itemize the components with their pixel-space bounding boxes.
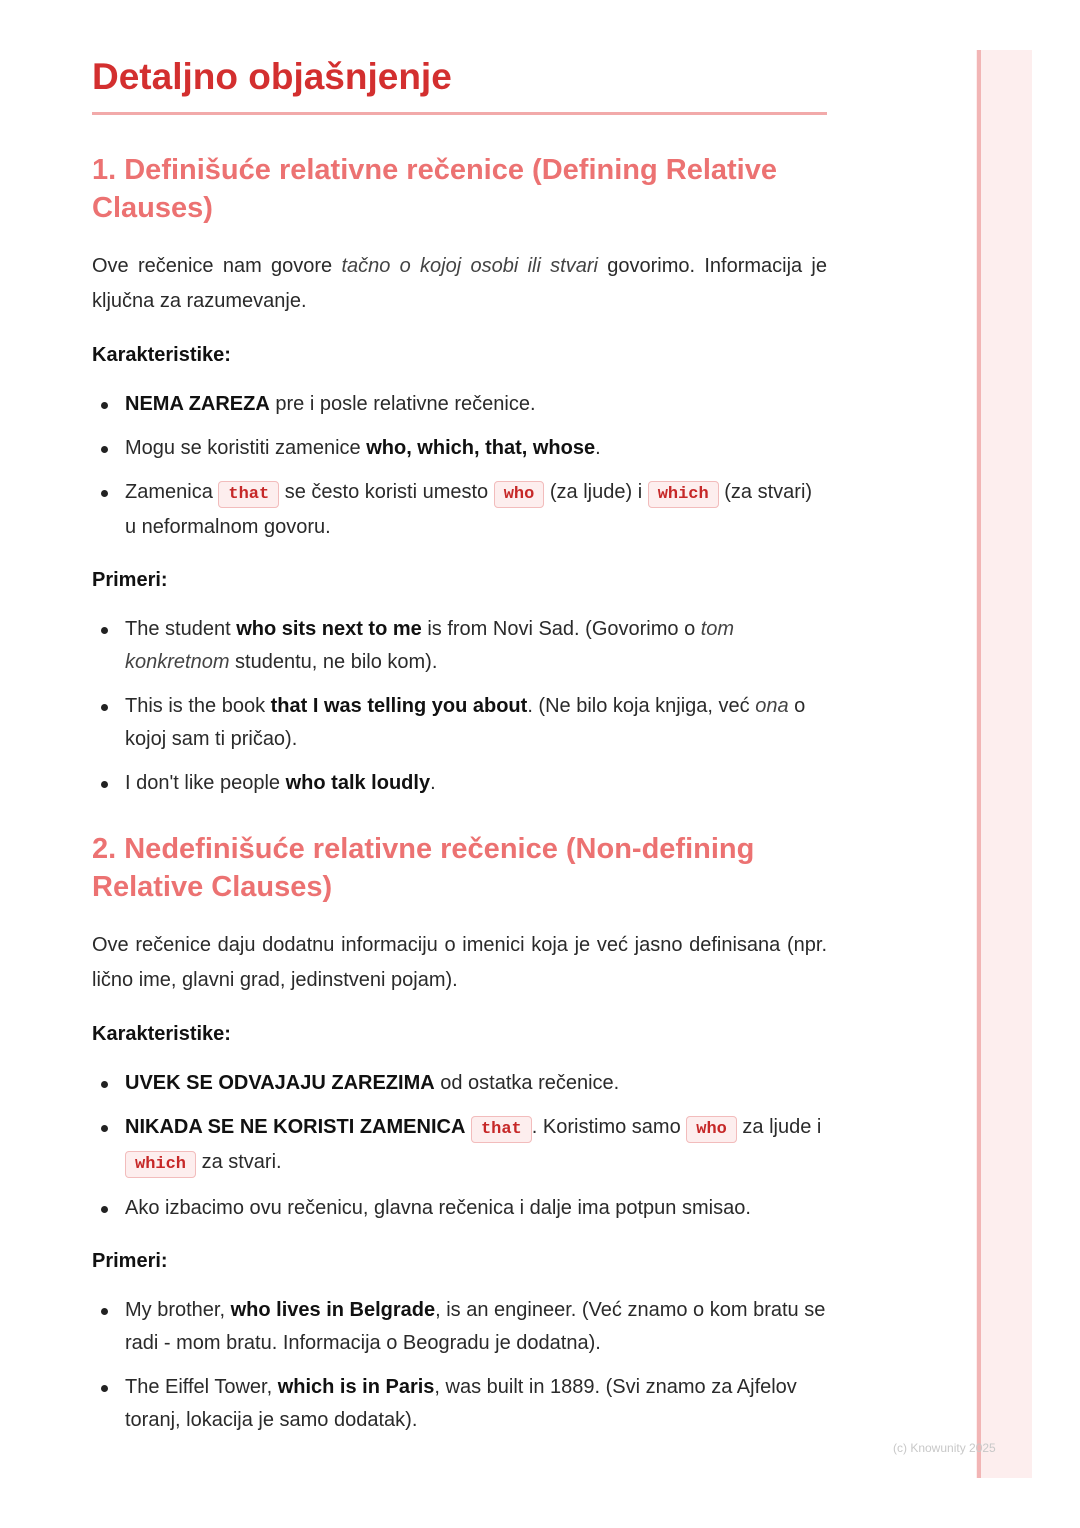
bullet-icon [101,1081,108,1088]
section-2-intro: Ove rečenice daju dodatnu informaciju o imenici koja je već jasno definisana (npr. lično ime, glavni grad, jedinstveni pojam). [92,934,827,991]
list-item: UVEK SE ODVAJAJU ZAREZIMA od ostatka rečenice. [92,1067,827,1100]
list-item: Mogu se koristiti zamenice who, which, that, whose. [92,432,827,465]
list-item: My brother, who lives in Belgrade, is an engineer. (Već znamo o kom bratu se radi - mom bratu. Informacija o Beogradu je dodatna). [92,1294,827,1360]
bullet-icon [101,490,108,497]
list-item: NIKADA SE NE KORISTI ZAMENICA that . Koristimo samo who za ljude i which za stvari. [92,1111,827,1181]
code-that: that [218,481,279,508]
page-title: Detaljno objašnjenje [92,56,827,115]
list-item: NEMA ZAREZA pre i posle relativne rečenice. [92,388,827,421]
section-2-examples-label: Primeri: [92,1250,168,1272]
list-item: The Eiffel Tower, which is in Paris, was built in 1889. (Svi znamo za Ajfelov toranj, lokacija je samo dodatak). [92,1371,827,1437]
code-which: which [648,481,719,508]
side-accent-line [977,50,981,1478]
bullet-icon [101,627,108,634]
section-1-examples-list [92,613,827,800]
section-1-features-label: Karakteristike: [92,344,231,366]
section-2-features-list [92,1067,827,1225]
list-item: The student who sits next to me is from Novi Sad. (Govorimo o tom konkretnom studentu, ne bilo kom). [92,613,827,679]
section-2-heading: 2. Nedefinišuće relativne rečenice (Non-defining Relative Clauses) [92,833,755,903]
code-who: who [494,481,545,508]
bullet-icon [101,1308,108,1315]
code-that: that [471,1116,532,1143]
copyright-watermark: (c) Knowunity 2025 [893,1441,996,1455]
bullet-icon [101,1125,108,1132]
bullet-icon [101,402,108,409]
section-1-features-list [92,388,827,544]
bullet-icon [101,1206,108,1213]
bullet-icon [101,704,108,711]
code-who: who [686,1116,737,1143]
section-2-examples-list [92,1294,827,1437]
list-item: Zamenica that se često koristi umesto who (za ljude) i which (za stvari) u neformalnom govoru. [92,476,827,544]
document-page [92,56,827,1437]
code-which: which [125,1151,196,1178]
bullet-icon [101,446,108,453]
bullet-icon [101,1385,108,1392]
bullet-icon [101,781,108,788]
side-panel [976,50,1032,1478]
list-item: Ako izbacimo ovu rečenicu, glavna rečenica i dalje ima potpun smisao. [92,1192,827,1225]
list-item: I don't like people who talk loudly. [92,767,827,800]
section-2-features-label: Karakteristike: [92,1023,231,1045]
section-1-examples-label: Primeri: [92,569,168,591]
list-item: This is the book that I was telling you about. (Ne bilo koja knjiga, već ona o kojoj sam ti pričao). [92,690,827,756]
section-1-intro: Ove rečenice nam govore tačno o kojoj osobi ili stvari govorimo. Informacija je ključna za razumevanje. [92,255,827,312]
section-1-heading: 1. Definišuće relativne rečenice (Defining Relative Clauses) [92,154,777,224]
